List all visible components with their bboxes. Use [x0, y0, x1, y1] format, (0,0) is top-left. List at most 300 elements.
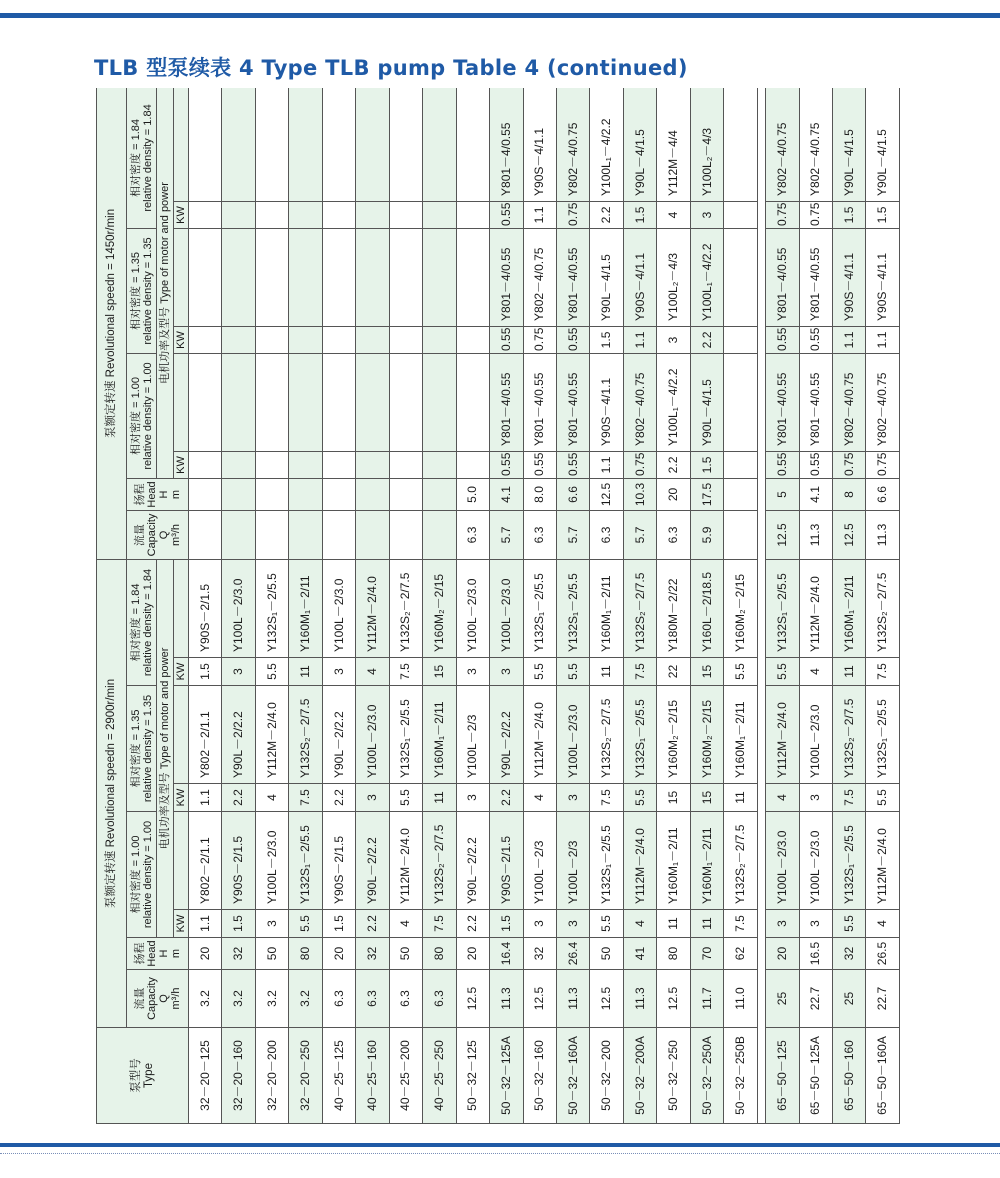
kw-cell: 2.2: [490, 784, 523, 812]
kw-cell: [456, 451, 489, 478]
kw-cell: 3: [490, 658, 523, 686]
head-cell: 12.5: [590, 478, 623, 510]
motor-cell: [389, 228, 422, 326]
kw-cell: [322, 451, 355, 478]
head-cell: 20: [456, 938, 489, 970]
capacity-cell: 12.5: [657, 970, 690, 1028]
kw-cell: [222, 326, 255, 353]
head-cell: [222, 478, 255, 510]
capacity-cell: [423, 510, 456, 559]
motor-cell: Y132S₂－2/7.5: [389, 559, 422, 657]
kw-cell: [356, 451, 389, 478]
table-row: [222, 88, 255, 1124]
motor-blank-header: [174, 88, 189, 201]
motor-cell: Y132S₂－2/7.5: [289, 686, 322, 784]
kw-cell: 5.5: [623, 784, 656, 812]
head-cell: 80: [423, 938, 456, 970]
kw-cell: 5.5: [590, 910, 623, 938]
table-row: [523, 88, 556, 1124]
kw-cell: [724, 326, 757, 353]
kw-cell: 11: [832, 658, 865, 686]
dotted-rule: [0, 1153, 1000, 1154]
capacity-header-2: 流量 Capacity Q m³/h: [127, 510, 189, 559]
capacity-cell: 3.2: [289, 970, 322, 1028]
table-row: [189, 88, 222, 1124]
head-cell: [189, 478, 222, 510]
motor-cell: [289, 88, 322, 201]
page-title: TLB 型泵续表 4 Type TLB pump Table 4 (continued): [94, 56, 688, 80]
motor-cell: Y132S₁－2/5.5: [623, 686, 656, 784]
motor-cell: [456, 353, 489, 451]
kw-cell: 1.1: [623, 326, 656, 353]
kw-header: KW: [174, 658, 189, 686]
motor-cell: Y160M₁－2/11: [423, 686, 456, 784]
kw-cell: 7.5: [623, 658, 656, 686]
capacity-cell: 5.7: [623, 510, 656, 559]
motor-cell: Y132S₁－2/5.5: [556, 559, 589, 657]
motor-cell: Y90S－4/1.1: [590, 353, 623, 451]
motor-cell: Y100L－2/3.0: [255, 812, 288, 910]
motor-cell: Y90S－2/1.5: [222, 812, 255, 910]
kw-cell: 1.5: [832, 201, 865, 228]
motor-cell: Y132S₂－2/7.5: [866, 559, 900, 657]
motor-cell: [189, 88, 222, 201]
motor-cell: [222, 353, 255, 451]
kw-cell: 0.55: [799, 451, 832, 478]
motor-cell: Y132S₁－2/5.5: [866, 686, 900, 784]
capacity-cell: 11.3: [623, 970, 656, 1028]
head-cell: 62: [724, 938, 757, 970]
motor-cell: Y160L－2/18.5: [690, 559, 723, 657]
capacity-cell: 6.3: [590, 510, 623, 559]
motor-cell: [289, 353, 322, 451]
kw-cell: 3: [456, 658, 489, 686]
motor-cell: [189, 353, 222, 451]
kw-cell: 5.5: [556, 658, 589, 686]
capacity-cell: 6.3: [322, 970, 355, 1028]
kw-cell: 7.5: [832, 784, 865, 812]
motor-cell: Y90L－2/2.2: [356, 812, 389, 910]
kw-cell: 5.5: [866, 784, 900, 812]
kw-cell: [423, 326, 456, 353]
head-cell: 32: [222, 938, 255, 970]
capacity-header: 流量 Capacity Q m³/h: [127, 970, 189, 1028]
motor-cell: Y90L－4/1.5: [866, 88, 900, 201]
type-cell: 50－32－200A: [623, 1028, 656, 1124]
capacity-cell: [289, 510, 322, 559]
type-header: 泵型号 Type: [97, 1028, 189, 1124]
head-header-2: 扬程 Head H m: [127, 478, 189, 510]
kw-cell: [322, 201, 355, 228]
kw-cell: 7.5: [866, 658, 900, 686]
type-cell: 50－32－160A: [556, 1028, 589, 1124]
type-cell: 40－25－250: [423, 1028, 456, 1124]
head-cell: [356, 478, 389, 510]
motor-cell: Y132S₁－2/5.5: [255, 559, 288, 657]
capacity-cell: 5.7: [490, 510, 523, 559]
motor-cell: [322, 353, 355, 451]
capacity-cell: [222, 510, 255, 559]
type-cell: 50－32－250B: [724, 1028, 757, 1124]
density-184-header: 相对密度 = 1.84 relative density = 1.84: [127, 559, 157, 685]
head-cell: 20: [657, 478, 690, 510]
motor-cell: Y112M－2/4.0: [799, 559, 832, 657]
kw-cell: 4: [766, 784, 799, 812]
kw-cell: 3: [322, 658, 355, 686]
motor-cell: Y132S₂－2/7.5: [590, 686, 623, 784]
motor-blank-header: [174, 686, 189, 784]
table-row: [255, 88, 288, 1124]
motor-cell: Y112M－2/4.0: [389, 812, 422, 910]
kw-cell: 2.2: [356, 910, 389, 938]
separator-cell: [757, 88, 765, 1124]
head-cell: 5.0: [456, 478, 489, 510]
motor-cell: [456, 88, 489, 201]
capacity-cell: 11.3: [866, 510, 900, 559]
kw-cell: 2.2: [690, 326, 723, 353]
capacity-cell: [322, 510, 355, 559]
kw-cell: 4: [523, 784, 556, 812]
motor-cell: Y132S₂－2/7.5: [724, 812, 757, 910]
type-cell: 32－20－160: [222, 1028, 255, 1124]
kw-cell: 3: [766, 910, 799, 938]
head-cell: [423, 478, 456, 510]
head-header: 扬程 Head H m: [127, 938, 189, 970]
capacity-cell: 12.5: [766, 510, 799, 559]
head-cell: 16.4: [490, 938, 523, 970]
head-cell: 32: [356, 938, 389, 970]
head-cell: 50: [590, 938, 623, 970]
kw-cell: 3: [523, 910, 556, 938]
type-cell: 50－32－160: [523, 1028, 556, 1124]
kw-cell: 1.5: [322, 910, 355, 938]
kw-cell: [322, 326, 355, 353]
table-row: [289, 88, 322, 1124]
kw-header: KW: [174, 910, 189, 938]
capacity-cell: 5.9: [690, 510, 723, 559]
motor-cell: Y802－2/1.1: [189, 686, 222, 784]
table-row: [456, 88, 489, 1124]
head-cell: 6.6: [556, 478, 589, 510]
head-cell: 26.4: [556, 938, 589, 970]
type-cell: 50－32－250: [657, 1028, 690, 1124]
motor-cell: [255, 228, 288, 326]
head-cell: [255, 478, 288, 510]
motor-cell: Y100L₁－4/2.2: [590, 88, 623, 201]
motor-cell: Y100L－2/3: [556, 812, 589, 910]
kw-cell: 4: [657, 201, 690, 228]
table-row: [322, 88, 355, 1124]
kw-cell: [389, 451, 422, 478]
motor-cell: [724, 353, 757, 451]
capacity-cell: 11.3: [490, 970, 523, 1028]
capacity-cell: [189, 510, 222, 559]
motor-cell: Y802－4/0.75: [799, 88, 832, 201]
kw-cell: 2.2: [590, 201, 623, 228]
motor-cell: [189, 228, 222, 326]
head-cell: [289, 478, 322, 510]
capacity-cell: 11.3: [799, 510, 832, 559]
motor-cell: Y160M₂－2/15: [724, 559, 757, 657]
motor-cell: Y100L－2/3.0: [799, 686, 832, 784]
kw-cell: 4: [356, 658, 389, 686]
motor-header: 电机功率及型号 Type of motor and power: [157, 559, 174, 937]
capacity-cell: 25: [832, 970, 865, 1028]
motor-cell: Y801－4/0.55: [799, 353, 832, 451]
motor-cell: Y100L－2/3.0: [456, 559, 489, 657]
motor-cell: Y160M₂－2/15: [657, 686, 690, 784]
kw-cell: 7.5: [389, 658, 422, 686]
kw-cell: [222, 451, 255, 478]
table-row: [423, 88, 456, 1124]
kw-cell: 0.75: [766, 201, 799, 228]
motor-cell: [356, 228, 389, 326]
table-row: [356, 88, 389, 1124]
motor-cell: Y802－4/0.75: [866, 353, 900, 451]
head-cell: 80: [289, 938, 322, 970]
motor-cell: Y802－4/0.75: [523, 228, 556, 326]
kw-cell: 5.5: [523, 658, 556, 686]
kw-cell: 0.75: [556, 201, 589, 228]
motor-cell: [356, 353, 389, 451]
motor-cell: Y160M₁－2/11: [832, 559, 865, 657]
motor-cell: [724, 228, 757, 326]
speed-2900-header: 泵额定转速 Revolutional speedn = 2900r/min: [97, 559, 127, 1027]
motor-cell: Y90L－4/1.5: [690, 353, 723, 451]
motor-cell: Y801－4/0.55: [766, 228, 799, 326]
head-cell: 4.1: [490, 478, 523, 510]
kw-cell: 5.5: [389, 784, 422, 812]
kw-cell: 1.5: [189, 658, 222, 686]
head-cell: 50: [255, 938, 288, 970]
capacity-cell: [389, 510, 422, 559]
type-cell: 40－25－200: [389, 1028, 422, 1124]
motor-cell: Y160M₁－2/11: [590, 559, 623, 657]
kw-cell: [289, 451, 322, 478]
kw-cell: 22: [657, 658, 690, 686]
kw-cell: 1.5: [690, 451, 723, 478]
motor-cell: [322, 228, 355, 326]
motor-cell: Y112M－4/4: [657, 88, 690, 201]
kw-cell: 2.2: [456, 910, 489, 938]
kw-cell: 0.55: [799, 326, 832, 353]
motor-cell: Y100L－2/3.0: [356, 686, 389, 784]
kw-cell: [724, 451, 757, 478]
kw-cell: 4: [799, 658, 832, 686]
head-cell: 20: [189, 938, 222, 970]
motor-cell: Y112M－2/4.0: [523, 686, 556, 784]
table-row: [766, 88, 799, 1124]
motor-cell: [724, 88, 757, 201]
motor-cell: Y90L－4/1.5: [590, 228, 623, 326]
motor-cell: [289, 228, 322, 326]
motor-cell: Y802－4/0.75: [766, 88, 799, 201]
kw-cell: 15: [690, 658, 723, 686]
capacity-cell: 6.3: [356, 970, 389, 1028]
kw-cell: 1.1: [590, 451, 623, 478]
kw-cell: 3: [556, 784, 589, 812]
kw-cell: 11: [423, 784, 456, 812]
motor-cell: [423, 228, 456, 326]
kw-cell: 3: [456, 784, 489, 812]
motor-cell: [255, 88, 288, 201]
motor-cell: Y90L－4/1.5: [623, 88, 656, 201]
motor-cell: Y801－4/0.55: [490, 228, 523, 326]
kw-cell: 0.55: [490, 201, 523, 228]
table-row: [832, 88, 865, 1124]
motor-cell: Y132S₁－2/5.5: [523, 559, 556, 657]
head-cell: 4.1: [799, 478, 832, 510]
group-separator: [757, 88, 765, 1124]
type-cell: 32－20－250: [289, 1028, 322, 1124]
motor-cell: Y132S₁－2/5.5: [590, 812, 623, 910]
kw-cell: 2.2: [322, 784, 355, 812]
kw-cell: 0.75: [799, 201, 832, 228]
motor-cell: Y90S－4/1.1: [832, 228, 865, 326]
table-row: [389, 88, 422, 1124]
head-cell: 10.3: [623, 478, 656, 510]
motor-cell: Y90S－2/1.5: [490, 812, 523, 910]
capacity-cell: 12.5: [832, 510, 865, 559]
motor-cell: Y132S₂－2/7.5: [623, 559, 656, 657]
motor-cell: Y801－4/0.55: [556, 228, 589, 326]
motor-cell: Y132S₁－2/5.5: [832, 812, 865, 910]
capacity-cell: 3.2: [189, 970, 222, 1028]
head-cell: 32: [832, 938, 865, 970]
kw-cell: 2.2: [657, 451, 690, 478]
pump-table-body: [189, 88, 900, 1124]
capacity-cell: 11.0: [724, 970, 757, 1028]
kw-cell: 3: [690, 201, 723, 228]
kw-header: KW: [174, 201, 189, 228]
table-row: [623, 88, 656, 1124]
kw-cell: 0.55: [490, 326, 523, 353]
kw-cell: 0.55: [766, 326, 799, 353]
motor-cell: [389, 88, 422, 201]
head-cell: 50: [389, 938, 422, 970]
kw-cell: 3: [556, 910, 589, 938]
capacity-cell: 3.2: [222, 970, 255, 1028]
head-cell: [724, 478, 757, 510]
kw-cell: 5.5: [724, 658, 757, 686]
bottom-rule: [0, 1143, 1000, 1147]
motor-cell: Y801－4/0.55: [490, 88, 523, 201]
type-cell: 32－20－125: [189, 1028, 222, 1124]
head-cell: 16.5: [799, 938, 832, 970]
capacity-cell: 12.5: [456, 970, 489, 1028]
head-cell: 32: [523, 938, 556, 970]
motor-cell: Y90L－4/1.5: [832, 88, 865, 201]
table-row: [657, 88, 690, 1124]
pump-table: [96, 88, 900, 1124]
motor-header-2: 电机功率及型号 Type of motor and power: [157, 88, 174, 478]
capacity-cell: [255, 510, 288, 559]
kw-cell: 5.5: [255, 658, 288, 686]
capacity-cell: 22.7: [866, 970, 900, 1028]
type-cell: 40－25－160: [356, 1028, 389, 1124]
kw-cell: [255, 451, 288, 478]
kw-cell: 11: [724, 784, 757, 812]
motor-cell: [423, 353, 456, 451]
kw-header: KW: [174, 784, 189, 812]
motor-cell: Y112M－2/4.0: [623, 812, 656, 910]
kw-cell: 15: [423, 658, 456, 686]
kw-cell: 1.1: [866, 326, 900, 353]
capacity-cell: 6.3: [423, 970, 456, 1028]
head-cell: 17.5: [690, 478, 723, 510]
motor-cell: [322, 88, 355, 201]
capacity-cell: 3.2: [255, 970, 288, 1028]
kw-cell: 0.55: [490, 451, 523, 478]
kw-cell: 4: [389, 910, 422, 938]
kw-cell: [189, 326, 222, 353]
type-cell: 50－32－250A: [690, 1028, 723, 1124]
kw-cell: 0.75: [523, 326, 556, 353]
kw-cell: [255, 201, 288, 228]
capacity-cell: [724, 510, 757, 559]
motor-cell: Y801－4/0.55: [490, 353, 523, 451]
kw-cell: 3: [799, 910, 832, 938]
kw-cell: 3: [657, 326, 690, 353]
kw-cell: 11: [289, 658, 322, 686]
motor-cell: Y160M₂－2/15: [423, 559, 456, 657]
motor-cell: Y100L－2/3.0: [556, 686, 589, 784]
motor-cell: Y100L－2/3: [523, 812, 556, 910]
kw-cell: [189, 451, 222, 478]
head-cell: 20: [766, 938, 799, 970]
motor-cell: Y802－4/0.75: [556, 88, 589, 201]
motor-cell: Y100L₂－4/3: [657, 228, 690, 326]
kw-cell: [423, 451, 456, 478]
motor-cell: Y160M₁－2/11: [690, 812, 723, 910]
motor-cell: Y801－4/0.55: [799, 228, 832, 326]
motor-cell: Y90S－4/1.1: [866, 228, 900, 326]
pump-table-frame: [96, 88, 900, 1124]
head-cell: 8: [832, 478, 865, 510]
motor-cell: Y112M－2/4.0: [866, 812, 900, 910]
motor-cell: Y90L－2/2.2: [490, 686, 523, 784]
kw-cell: [289, 326, 322, 353]
capacity-cell: 25: [766, 970, 799, 1028]
kw-cell: [456, 201, 489, 228]
kw-cell: [255, 326, 288, 353]
motor-cell: Y802－4/0.75: [623, 353, 656, 451]
motor-cell: [255, 353, 288, 451]
motor-cell: Y100L₂－4/3: [690, 88, 723, 201]
motor-cell: Y802－4/0.75: [832, 353, 865, 451]
density-100-header: 相对密度 = 1.00 relative density = 1.00: [127, 812, 157, 938]
motor-cell: Y160M₂－2/15: [690, 686, 723, 784]
table-row: [590, 88, 623, 1124]
kw-cell: 0.55: [556, 326, 589, 353]
head-cell: 5: [766, 478, 799, 510]
motor-blank-header: [174, 812, 189, 910]
motor-cell: Y90S－4/1.1: [523, 88, 556, 201]
kw-cell: 4: [866, 910, 900, 938]
capacity-cell: 12.5: [523, 970, 556, 1028]
motor-cell: [222, 88, 255, 201]
density-135-header-2: 相对密度 = 1.35 relative density = 1.35: [127, 228, 157, 353]
kw-cell: 1.5: [590, 326, 623, 353]
motor-cell: Y801－4/0.55: [766, 353, 799, 451]
kw-cell: 0.75: [623, 451, 656, 478]
type-cell: 50－32－125: [456, 1028, 489, 1124]
kw-header: KW: [174, 451, 189, 478]
kw-cell: 7.5: [724, 910, 757, 938]
type-cell: 65－50－160: [832, 1028, 865, 1124]
motor-cell: Y100L－2/3.0: [322, 559, 355, 657]
type-cell: 50－32－200: [590, 1028, 623, 1124]
